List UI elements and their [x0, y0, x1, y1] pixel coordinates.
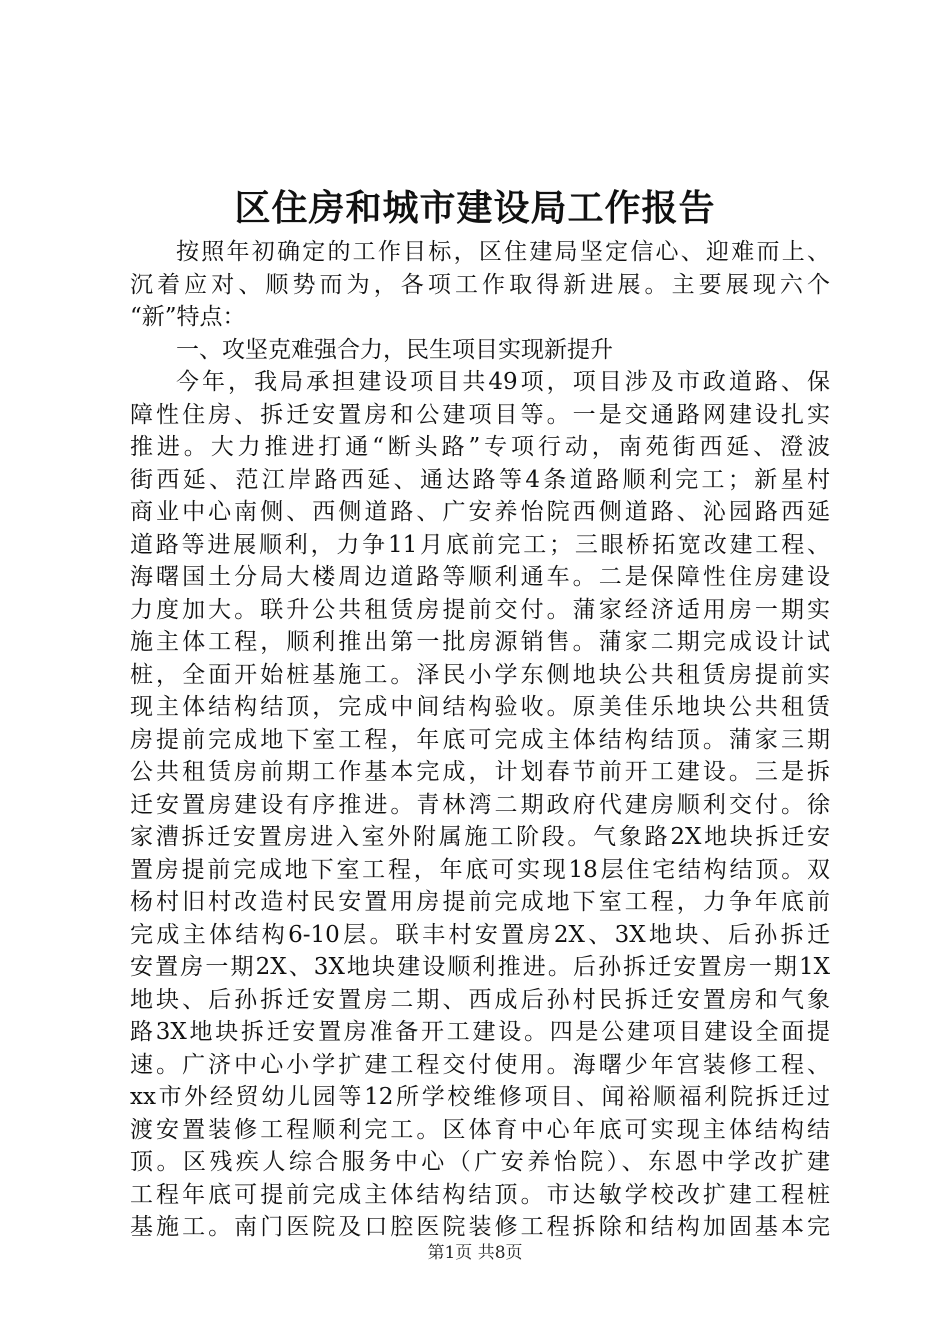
text-line: 街西延、范江岸路西延、通达路等4条道路顺利完工；新星村	[130, 466, 830, 493]
text-line: xx市外经贸幼儿园等12所学校维修项目、闻裕顺福利院拆迁过	[130, 1084, 830, 1110]
document-title: 区住房和城市建设局工作报告	[234, 187, 716, 229]
page-number-footer: 第1页 共8页	[427, 1243, 523, 1263]
text-line: 公共租赁房前期工作基本完成，计划春节前开工建设。三是拆	[130, 759, 830, 785]
section-heading: 一、攻坚克难强合力，民生项目实现新提升	[176, 336, 613, 363]
text-line: 迁安置房建设有序推进。青林湾二期政府代建房顺利交付。徐	[130, 791, 830, 818]
text-line: 完成主体结构6-10层。联丰村安置房2X、3X地块、后孙拆迁	[130, 921, 830, 948]
text-line: 路3X地块拆迁安置房准备开工建设。四是公建项目建设全面提	[130, 1019, 830, 1045]
text-line: 推进。大力推进打通“断头路”专项行动，南苑街西延、澄波	[130, 434, 830, 460]
text-line: 速。广济中心小学扩建工程交付使用。海曙少年宫装修工程、	[130, 1051, 830, 1078]
text-line: 沉着应对、顺势而为，各项工作取得新进展。主要展现六个	[130, 271, 830, 298]
text-line: 工程年底可提前完成主体结构结顶。市达敏学校改扩建工程桩	[130, 1181, 830, 1208]
text-line: 顶。区残疾人综合服务中心（广安养怡院）、东恩中学改扩建	[130, 1149, 830, 1175]
text-line: 杨村旧村改造村民安置用房提前完成地下室工程，力争年底前	[130, 889, 830, 915]
document-body	[130, 236, 830, 1244]
text-line: 基施工。南门医院及口腔医院装修工程拆除和结构加固基本完	[130, 1214, 830, 1240]
text-line: 按照年初确定的工作目标，区住建局坚定信心、迎难而上、	[176, 239, 830, 265]
text-line: 道路等进展顺利，力争11月底前完工；三眼桥拓宽改建工程、	[130, 531, 830, 558]
text-line: 现主体结构结顶，完成中间结构验收。原美佳乐地块公共租赁	[130, 694, 830, 720]
text-line: 安置房一期2X、3X地块建设顺利推进。后孙拆迁安置房一期1X	[130, 954, 830, 980]
text-line: 商业中心南侧、西侧道路、广安养怡院西侧道路、沁园路西延	[130, 499, 830, 525]
text-line: 海曙国土分局大楼周边道路等顺利通车。二是保障性住房建设	[130, 564, 830, 590]
text-line: 今年，我局承担建设项目共49项，项目涉及市政道路、保	[176, 369, 830, 395]
text-line: 地块、后孙拆迁安置房二期、西成后孙村民拆迁安置房和气象	[130, 986, 830, 1013]
text-line: 置房提前完成地下室工程，年底可实现18层住宅结构结顶。双	[130, 856, 830, 883]
text-line: 桩，全面开始桩基施工。泽民小学东侧地块公共租赁房提前实	[130, 661, 830, 688]
text-line: 家漕拆迁安置房进入室外附属施工阶段。气象路2X地块拆迁安	[130, 824, 830, 850]
text-line: 渡安置装修工程顺利完工。区体育中心年底可实现主体结构结	[130, 1116, 830, 1143]
text-line: 力度加大。联升公共租赁房提前交付。蒲家经济适用房一期实	[130, 596, 830, 623]
text-line: “新”特点：	[130, 304, 246, 330]
text-line: 房提前完成地下室工程，年底可完成主体结构结顶。蒲家三期	[130, 726, 830, 753]
text-line: 施主体工程，顺利推出第一批房源销售。蒲家二期完成设计试	[130, 629, 830, 655]
text-line: 障性住房、拆迁安置房和公建项目等。一是交通路网建设扎实	[130, 401, 830, 428]
